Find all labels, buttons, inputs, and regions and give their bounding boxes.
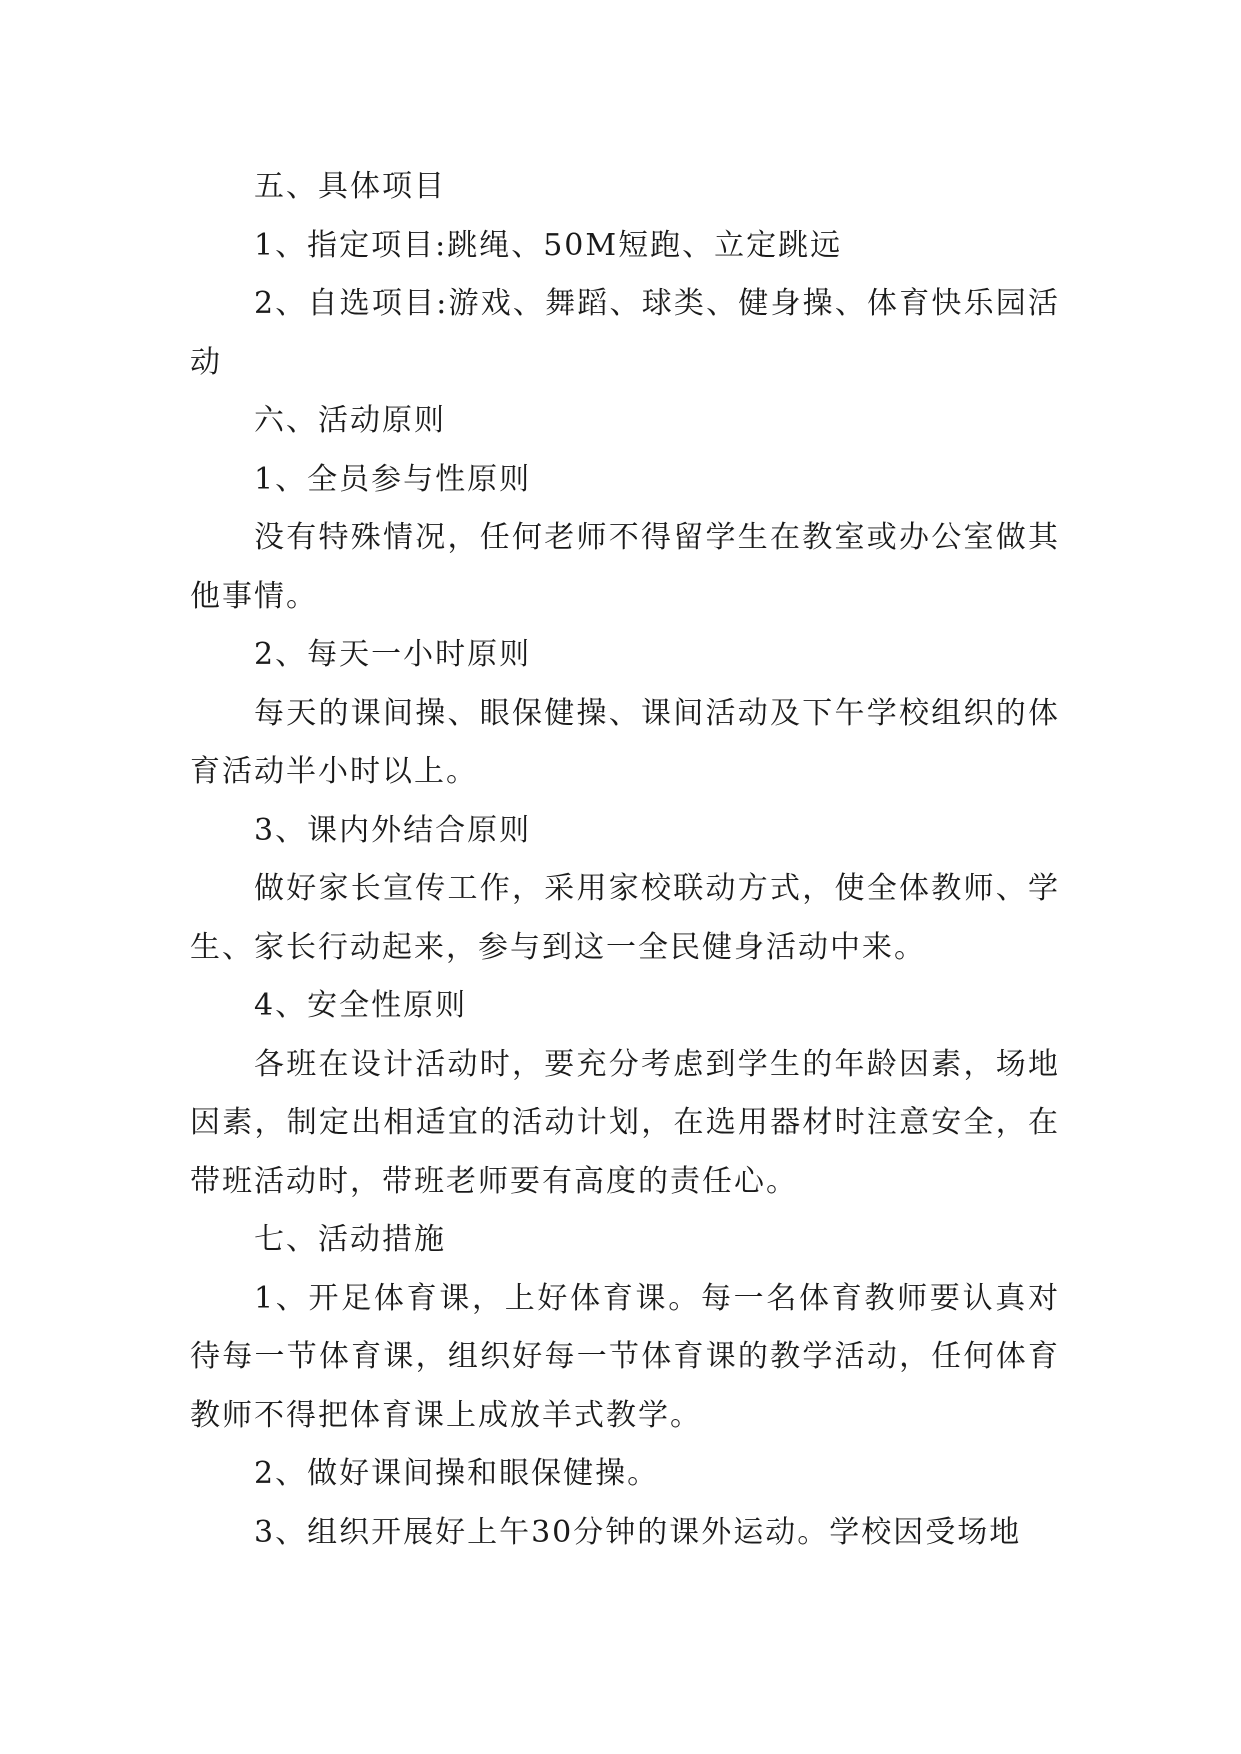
- list-item-designated-events: 1、指定项目:跳绳、50M短跑、立定跳远: [254, 227, 843, 263]
- measure-2: 2、做好课间操和眼保健操。: [254, 1456, 660, 1491]
- measure-3: 3、组织开展好上午30分钟的课外运动。学校因受场地: [254, 1514, 1022, 1550]
- principle-heading-2: 2、每天一小时原则: [254, 637, 532, 672]
- list-item-optional-events: 2、自选项目:游戏、舞蹈、球类、健身操、体育快乐园活动: [190, 286, 1060, 380]
- principle-heading-4: 4、安全性原则: [254, 988, 468, 1023]
- measure-1: 1、开足体育课，上好体育课。每一名体育教师要认真对待每一节体育课，组织好每一节体育课的教学活动，任何体育教师不得把体育课上成放羊式教学。: [190, 1280, 1060, 1433]
- principle-body-1: 没有特殊情况，任何老师不得留学生在教室或办公室做其他事情。: [190, 520, 1060, 614]
- section-heading-6: 六、活动原则: [254, 403, 446, 438]
- principle-body-2: 每天的课间操、眼保健操、课间活动及下午学校组织的体育活动半小时以上。: [190, 695, 1060, 789]
- principle-heading-3: 3、课内外结合原则: [254, 812, 532, 848]
- principle-body-4: 各班在设计活动时，要充分考虑到学生的年龄因素，场地因素，制定出相适宜的活动计划，在选用器材时注意安全，在带班活动时，带班老师要有高度的责任心。: [190, 1046, 1060, 1199]
- principle-heading-1: 1、全员参与性原则: [254, 461, 532, 497]
- section-heading-7: 七、活动措施: [254, 1222, 446, 1257]
- principle-body-3: 做好家长宣传工作，采用家校联动方式，使全体教师、学生、家长行动起来，参与到这一全民健身活动中来。: [190, 871, 1060, 965]
- section-heading-5: 五、具体项目: [254, 169, 446, 204]
- document-body: [190, 158, 1060, 1562]
